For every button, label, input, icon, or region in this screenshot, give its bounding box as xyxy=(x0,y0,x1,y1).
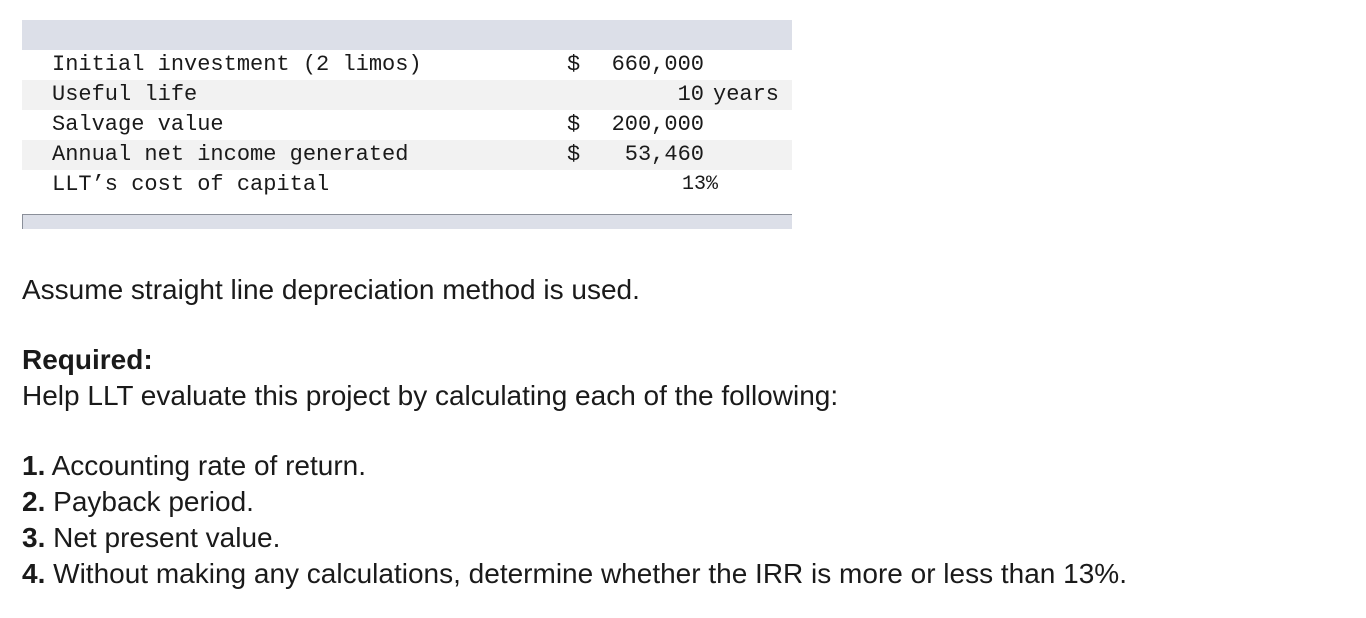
currency-symbol: $ xyxy=(567,142,581,167)
table-row xyxy=(22,170,792,200)
list-item xyxy=(22,556,1127,592)
item-text: Payback period. xyxy=(53,486,254,517)
item-text: Net present value. xyxy=(53,522,281,553)
item-number: 4. xyxy=(22,558,46,589)
row-label: Salvage value xyxy=(52,112,224,137)
item-number: 1. xyxy=(22,450,46,481)
percent-value: 13% xyxy=(681,173,718,196)
row-label: Annual net income generated xyxy=(52,142,409,167)
list-item xyxy=(22,448,1127,484)
amount-value: 53,460 xyxy=(624,142,704,167)
row-label: Initial investment (2 limos) xyxy=(52,52,422,77)
table-row xyxy=(22,140,792,170)
required-section xyxy=(22,342,838,414)
required-heading: Required: xyxy=(22,344,153,375)
list-item xyxy=(22,484,1127,520)
unit-label: years xyxy=(713,82,780,107)
item-text: Accounting rate of return. xyxy=(51,450,366,481)
amount-value: 200,000 xyxy=(611,112,704,137)
item-number: 3. xyxy=(22,522,46,553)
depreciation-note: Assume straight line depreciation method is used. xyxy=(22,274,640,305)
list-item xyxy=(22,520,1127,556)
amount-value: 660,000 xyxy=(611,52,704,77)
row-amount xyxy=(567,140,704,260)
row-label: Useful life xyxy=(52,82,198,107)
amount-value: 10 xyxy=(677,82,704,107)
investment-data-table xyxy=(22,20,792,229)
currency-symbol: $ xyxy=(567,52,581,77)
table-row xyxy=(22,110,792,140)
row-label: LLT’s cost of capital xyxy=(52,172,330,197)
required-intro: Help LLT evaluate this project by calculating each of the following: xyxy=(22,380,839,411)
table-header-bar xyxy=(22,20,792,50)
table-row xyxy=(22,50,792,80)
currency-symbol: $ xyxy=(567,112,581,137)
table-row xyxy=(22,80,792,110)
item-number: 2. xyxy=(22,486,46,517)
requirements-list xyxy=(22,448,1127,592)
item-text: Without making any calculations, determine whether the IRR is more or less than 13%. xyxy=(53,558,1127,589)
